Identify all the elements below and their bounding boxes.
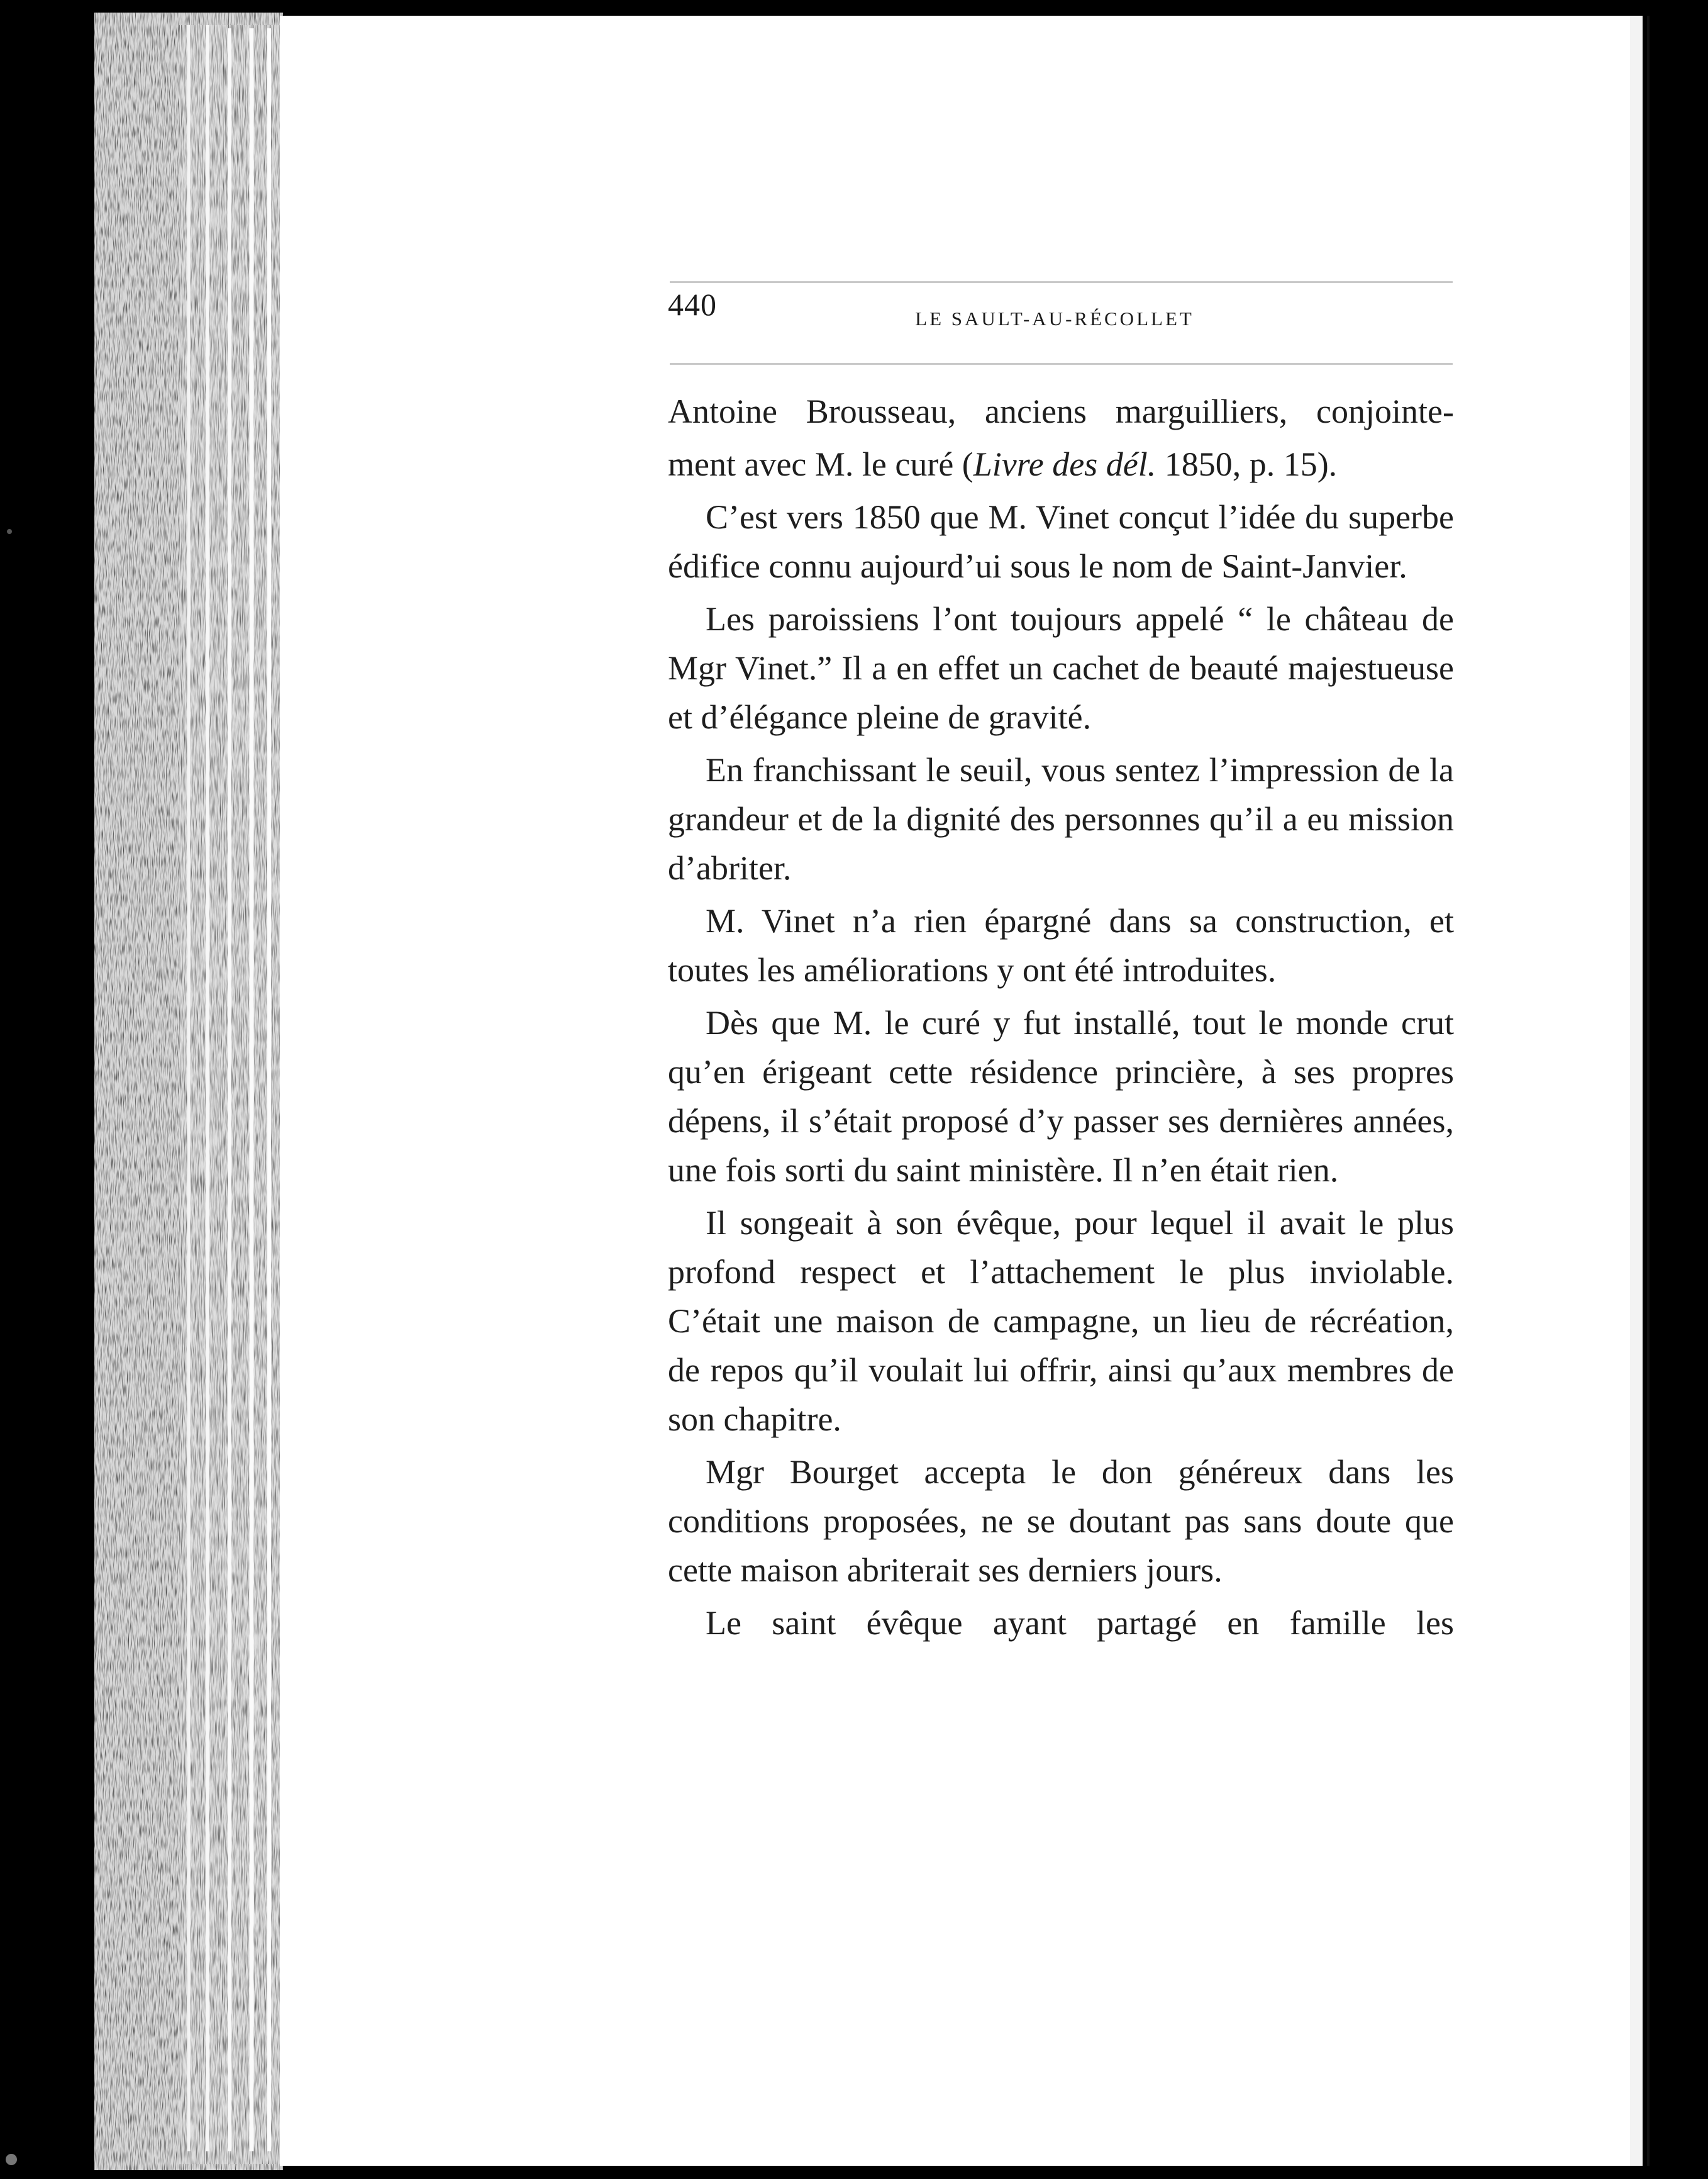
paragraph: Le saint évêque ayant partagé en famille les [706,1604,1454,1642]
running-title: LE SAULT-AU-RÉCOLLET [915,308,1194,330]
paragraph: En franchissant le seuil, vous sentez l’impression de la grandeur et de la dignité des personnes qu’il a eu mission d’abriter. [668,751,1454,887]
header-rule-bottom [670,363,1453,365]
paragraph: Il songeait à son évêque, pour lequel il avait le plus profond respect et l’attachement le plus inviolable. C’était une maison de campagne, un lieu de récréation, de repos qu’il voulait lui offrir, ainsi qu’aux membres de son chapitre. [668,1204,1454,1438]
italic-citation: Livre des dél. [973,445,1156,483]
paragraph-continuation-line1: Antoine Brousseau, anciens marguilliers, conjointe- [668,393,1454,430]
paragraph-continuation-line2 [668,440,1454,489]
paragraph: M. Vinet n’a rien épargné dans sa construction, et toutes les améliorations y ont été introduites. [668,902,1454,989]
running-head [668,286,1454,337]
paragraph: Les paroissiens l’ont toujours appelé “ le château de Mgr Vinet.” Il a en effet un cachet de beauté majestueuse et d’élégance pleine de gravité. [668,600,1454,736]
text-run: ment avec M. le curé ( [668,445,973,483]
text-run: 1850, p. 15). [1156,445,1338,483]
paragraph: Dès que M. le curé y fut installé, tout le monde crut qu’en érigeant cette résidence princière, à ses propres dépens, il s’était proposé d’y passer ses dernières années, une fois sorti du saint ministère. Il n’en était rien. [668,1004,1454,1189]
header-rule-top [670,281,1453,283]
page-number: 440 [668,287,717,322]
body-text [668,387,1454,1651]
paragraph: Mgr Bourget accepta le don généreux dans les conditions proposées, ne se doutant pas sans doute que cette maison abriterait ses derniers jours. [668,1453,1454,1589]
paragraph: C’est vers 1850 que M. Vinet conçut l’idée du superbe édifice connu aujourd’ui sous le nom de Saint-Janvier. [668,498,1454,585]
